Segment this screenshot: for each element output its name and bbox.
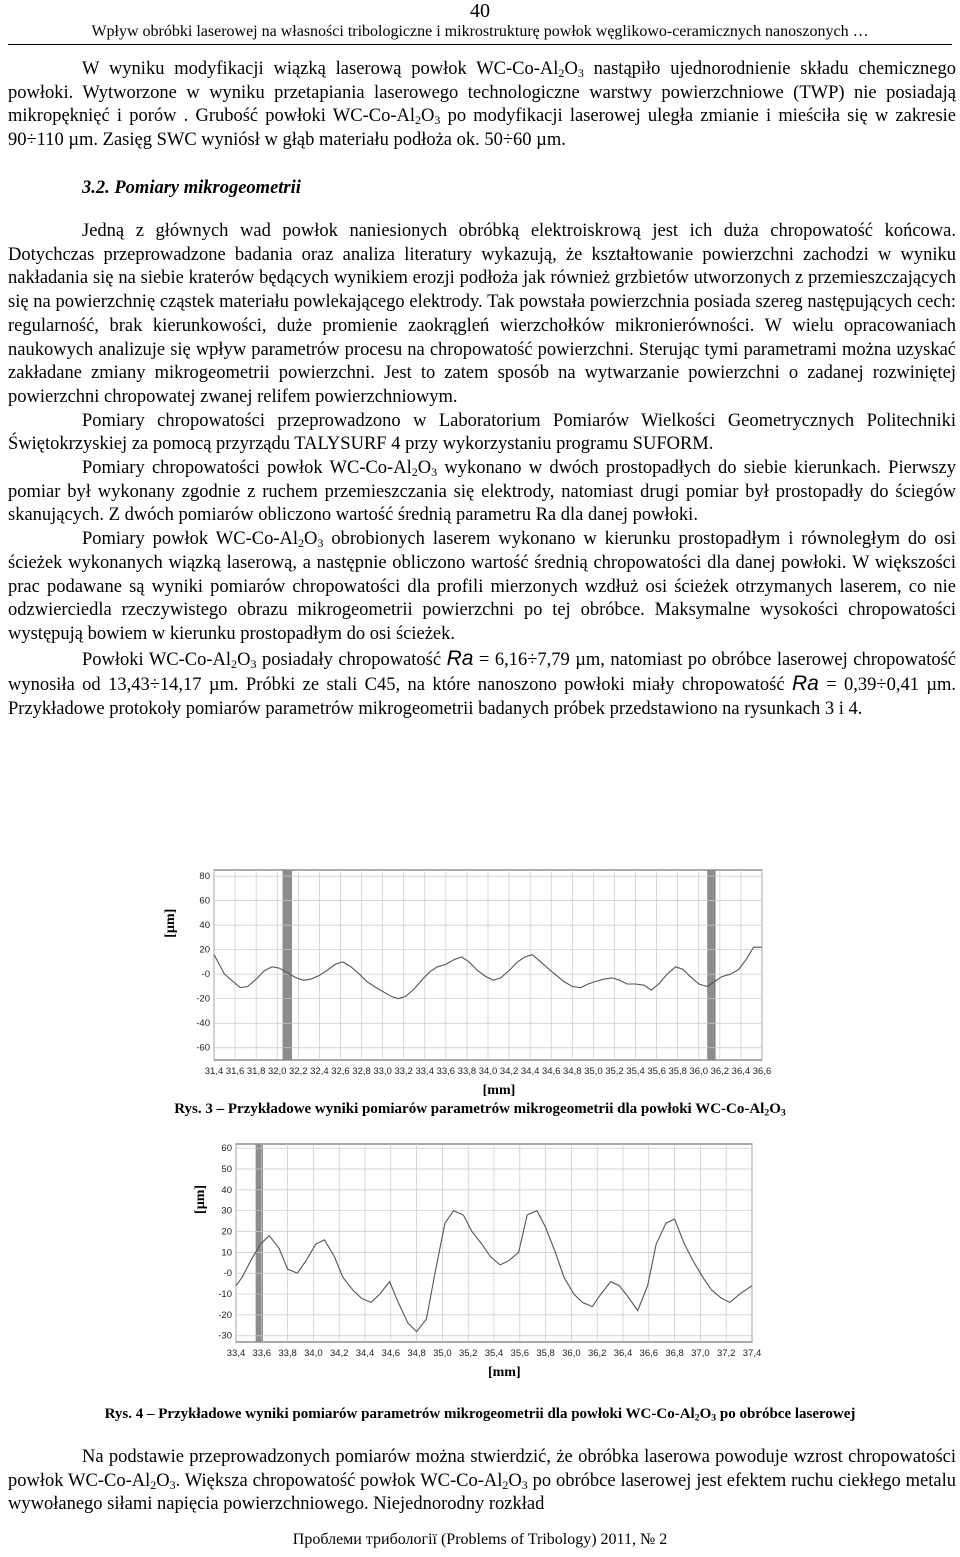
x-tick-label: 36,6: [639, 1348, 659, 1359]
x-tick-label: 33,8: [457, 1066, 477, 1077]
subscript: 3: [577, 66, 584, 80]
y-tick-label: 60: [199, 895, 210, 907]
intro-text-2: O: [564, 59, 578, 79]
y-tick-label: -0: [223, 1268, 232, 1280]
x-tick-label: 35,8: [536, 1348, 555, 1359]
y-tick-label: 20: [221, 1226, 232, 1238]
footer-journal: Проблеми трибології (Problems of Tribology) 2011, № 2: [292, 1531, 668, 1548]
x-tick-label: 34,6: [541, 1066, 561, 1077]
x-tick-label: 34,2: [329, 1348, 349, 1359]
x-tick-label: 35,6: [510, 1348, 530, 1359]
x-tick-label: 31,4: [204, 1066, 224, 1077]
x-tick-label: 32,8: [352, 1066, 371, 1077]
subscript: 3: [431, 465, 438, 480]
subscript: 2: [558, 66, 565, 80]
subscript: 3: [521, 1477, 528, 1492]
x-tick-label: 34,8: [407, 1348, 426, 1359]
x-tick-label: 35,2: [458, 1348, 478, 1359]
text: O: [304, 529, 318, 550]
intro-text-3: nastąpiło ujednorodnienie składu chemicznego powłoki. Wytworzone w wyniku przetapiania laserowego technologiczne warstwy powierzchniowe (TWP) nie posiadają mikropęknięć i porów . Grubość powłoki WC-Co-Al: [8, 59, 956, 127]
highlight-band: [283, 870, 292, 1060]
x-tick-label: 34,2: [499, 1066, 519, 1077]
x-tick-label: 35,2: [605, 1066, 624, 1077]
subscript: 2: [411, 465, 418, 480]
figure-3-profile-chart: [160, 862, 780, 1100]
x-tick-label: 37,4: [742, 1348, 762, 1359]
x-tick-label: 32,0: [267, 1066, 287, 1077]
subscript: 2: [150, 1477, 157, 1492]
subscript: 3: [317, 536, 324, 551]
subscript: 2: [502, 1477, 509, 1492]
text: = 0,39÷0,41 µm. Przykładowe protokoły pomiarów parametrów mikrogeometrii badanych próbek przedstawiono na rysunkach 3 i 4.: [8, 675, 956, 720]
text: Pomiary chropowatości powłok WC-Co-Al: [82, 458, 412, 479]
text: O: [237, 649, 251, 670]
text: Na podstawie przeprowadzonych pomiarów można stwierdzić, że obróbka laserowa powoduje wzrost chropowatości powłok WC-Co-Al: [8, 1447, 956, 1491]
figure-4-caption: [0, 1404, 960, 1424]
x-axis-label: [mm]: [482, 1083, 516, 1098]
figure-4-profile-chart: [190, 1136, 770, 1386]
x-tick-label: 35,4: [626, 1066, 645, 1077]
x-tick-label: 37,2: [716, 1348, 736, 1359]
y-tick-label: 60: [221, 1143, 232, 1155]
y-tick-label: -10: [218, 1289, 232, 1301]
x-tick-label: 35,8: [668, 1066, 687, 1077]
ra-symbol: Ra: [791, 672, 819, 696]
subscript: 3: [780, 1107, 786, 1119]
x-tick-label: 34,6: [381, 1348, 401, 1359]
x-tick-label: 32,6: [331, 1066, 350, 1077]
paragraph-measurement-lab: Pomiary chropowatości przeprowadzono w Laboratorium Pomiarów Wielkości Geometrycznych Politechniki Świętokrzyskiej za pomocą przyrządu TALYSURF 4 przy wykorzystaniu programu SUFORM.: [8, 410, 956, 455]
y-tick-label: -0: [201, 969, 210, 981]
subscript: 2: [764, 1107, 770, 1119]
y-tick-label: 80: [199, 871, 210, 883]
y-tick-label: -40: [196, 1018, 210, 1030]
x-tick-label: 34,0: [478, 1066, 498, 1077]
x-tick-label: 36,0: [689, 1066, 709, 1077]
caption-text: po obróbce laserowej: [716, 1406, 856, 1422]
x-tick-label: 33,0: [373, 1066, 392, 1077]
x-axis-label: [mm]: [487, 1365, 521, 1380]
y-tick-label: 20: [199, 944, 210, 956]
subscript: 2: [231, 656, 238, 671]
y-tick-label: 10: [221, 1247, 232, 1259]
x-tick-label: 37,0: [691, 1348, 710, 1359]
paragraph-intro: [8, 58, 956, 153]
intro-text-5: po modyfikacji laserowej uległa zmianie i mieściła się w zakresie 90÷110 µm. Zasięg SWC wyniósł w głąb materiału podłoża ok. 50÷60 µm.: [8, 106, 956, 151]
subscript: 3: [711, 1412, 717, 1424]
text: posiadały chropowatość: [256, 649, 447, 670]
x-tick-label: 31,6: [225, 1066, 245, 1077]
x-tick-label: 34,4: [355, 1348, 375, 1359]
y-axis-label: [µm]: [193, 1184, 208, 1214]
x-tick-label: 36,2: [710, 1066, 730, 1077]
header-divider: [8, 44, 952, 45]
paragraph-measurement-directions: [8, 457, 956, 528]
text: = 6,16÷7,79 µm, natomiast po obróbce laserowej chropowatość wynosiła od 13,43÷14,17 µm. Próbki ze stali C45, na które nanoszono powłoki miały chropowatość: [8, 649, 956, 696]
x-tick-label: 35,6: [647, 1066, 666, 1077]
x-tick-label: 33,4: [415, 1066, 435, 1077]
x-tick-label: 33,2: [394, 1066, 413, 1077]
x-tick-label: 33,6: [252, 1348, 272, 1359]
y-tick-label: 40: [221, 1184, 232, 1196]
intro-text-4: O: [421, 106, 435, 127]
text: wykonano w dwóch prostopadłych do siebie kierunkach. Pierwszy pomiar był wykonany zgodnie z ruchem przemieszczania się elektrody, natomiast drugi pomiar był prostopadły do ściegów skanujących. Z dwóch pomiarów obliczono wartość średnią parametru Ra dla danej powłoki.: [8, 458, 956, 526]
caption-text: O: [699, 1406, 712, 1422]
x-tick-label: 31,8: [246, 1066, 266, 1077]
text: obrobionych laserem wykonano w kierunku prostopadłym i równoległym do osi ścieżek wykonanych wiązką laserową, a następnie obliczono wartość średnią chropowatości dla danej powłoki. W większości prac podawane są wyniki pomiarów chropowatości dla profili mierzonych wzdłuż osi ścieżek otrzymanych laserem, co nie odzwierciedla rzeczywistego obrazu mikrogeometrii powierzchni po tej obróbce. Maksymalne wysokości chropowatości występują bowiem w kierunku prostopadłym do osi ścieżek.: [8, 529, 956, 644]
main-text-block: [8, 220, 956, 722]
x-tick-label: 32,4: [310, 1066, 329, 1077]
y-axis-label: [µm]: [163, 908, 178, 938]
y-tick-label: -20: [218, 1309, 232, 1321]
x-tick-label: 35,0: [584, 1066, 603, 1077]
x-tick-label: 36,2: [587, 1348, 607, 1359]
subscript: 3: [434, 113, 441, 128]
y-tick-label: -30: [218, 1330, 232, 1342]
subscript: 3: [250, 656, 257, 671]
subscript: 2: [694, 1412, 700, 1424]
x-tick-label: 32,2: [289, 1066, 308, 1077]
x-tick-label: 34,0: [304, 1348, 323, 1359]
x-tick-label: 33,4: [226, 1348, 246, 1359]
y-tick-label: -60: [196, 1042, 210, 1054]
intro-text-1: W wyniku modyfikacji wiązką laserową powłok WC-Co-Al: [82, 59, 559, 79]
x-tick-label: 33,8: [278, 1348, 297, 1359]
section-heading: 3.2. Pomiary mikrogeometrii: [82, 178, 301, 198]
x-tick-label: 35,0: [433, 1348, 452, 1359]
figure-3-caption: [0, 1099, 960, 1119]
x-tick-label: 36,8: [665, 1348, 684, 1359]
running-header: Wpływ obróbki laserowej na własności tribologiczne i mikrostrukturę powłok węglikowo-ceramicznych nanoszonych …: [91, 23, 869, 40]
subscript: 2: [298, 536, 305, 551]
text: Powłoki WC-Co-Al: [82, 649, 232, 670]
subscript: 3: [169, 1477, 176, 1492]
paragraph-conclusion: [8, 1446, 956, 1517]
text: O: [156, 1470, 170, 1491]
caption-text: Rys. 4 – Przykładowe wyniki pomiarów parametrów mikrogeometrii dla powłoki WC-Co-Al: [104, 1406, 695, 1422]
x-tick-label: 33,6: [436, 1066, 456, 1077]
y-tick-label: 50: [221, 1164, 232, 1176]
x-tick-label: 34,4: [520, 1066, 540, 1077]
paragraph-laser-paths: [8, 528, 956, 647]
page-number: 40: [470, 0, 490, 22]
x-tick-label: 36,4: [613, 1348, 633, 1359]
text: Pomiary powłok WC-Co-Al: [82, 529, 299, 550]
x-tick-label: 35,4: [484, 1348, 504, 1359]
paragraph-electrospark: Jedną z głównych wad powłok naniesionych obróbką elektroiskrową jest ich duża chropowatość końcowa. Dotychczas przeprowadzone badania oraz analiza literatury wykazują, że kształtowanie powierzchni zachodzi w wyniku nakładania się na siebie kraterów będących wynikiem erozji podłoża jak również grzbietów utworzonych z przemieszczających się na powierzchnię cząstek materiału powlekającego elektrody. Tak powstała powierzchnia posiada szereg następujących cech: regularność, brak kierunkowości, duże promienie zaokrągleń wierzchołków mikronierówności. W wielu opracowaniach naukowych analizuje się wpływ parametrów procesu na chropowatość powierzchni. Sterując tymi parametrami można uzyskać zakładane zmiany mikrogeometrii powierzchni. Jest to zatem sposób na wytwarzanie powierzchni o zadanej rozwiniętej powierzchni chropowatej zwanej relifem powierzchniowym.: [8, 221, 956, 407]
caption-text: Rys. 3 – Przykładowe wyniki pomiarów parametrów mikrogeometrii dla powłoki WC-Co-Al: [174, 1101, 765, 1117]
x-tick-label: 36,0: [562, 1348, 581, 1359]
paragraph-roughness-values: [8, 647, 956, 722]
y-tick-label: 30: [221, 1205, 232, 1217]
x-tick-label: 36,4: [731, 1066, 751, 1077]
text: po obróbce laserowej jest efektem ruchu ciekłego metalu wywołanego siłami napięcia powierzchniowego. Niejednorodny rozkład: [8, 1470, 956, 1515]
subscript: 2: [415, 113, 422, 128]
text: . Większa chropowatość powłok WC-Co-Al: [175, 1470, 503, 1491]
y-tick-label: -20: [196, 993, 210, 1005]
ra-symbol: Ra: [446, 646, 474, 670]
caption-text: O: [769, 1101, 781, 1117]
y-tick-label: 40: [199, 920, 210, 932]
highlight-band: [707, 870, 715, 1060]
text: O: [508, 1470, 522, 1491]
text: O: [417, 458, 432, 479]
x-tick-label: 36,6: [752, 1066, 772, 1077]
x-tick-label: 34,8: [563, 1066, 582, 1077]
